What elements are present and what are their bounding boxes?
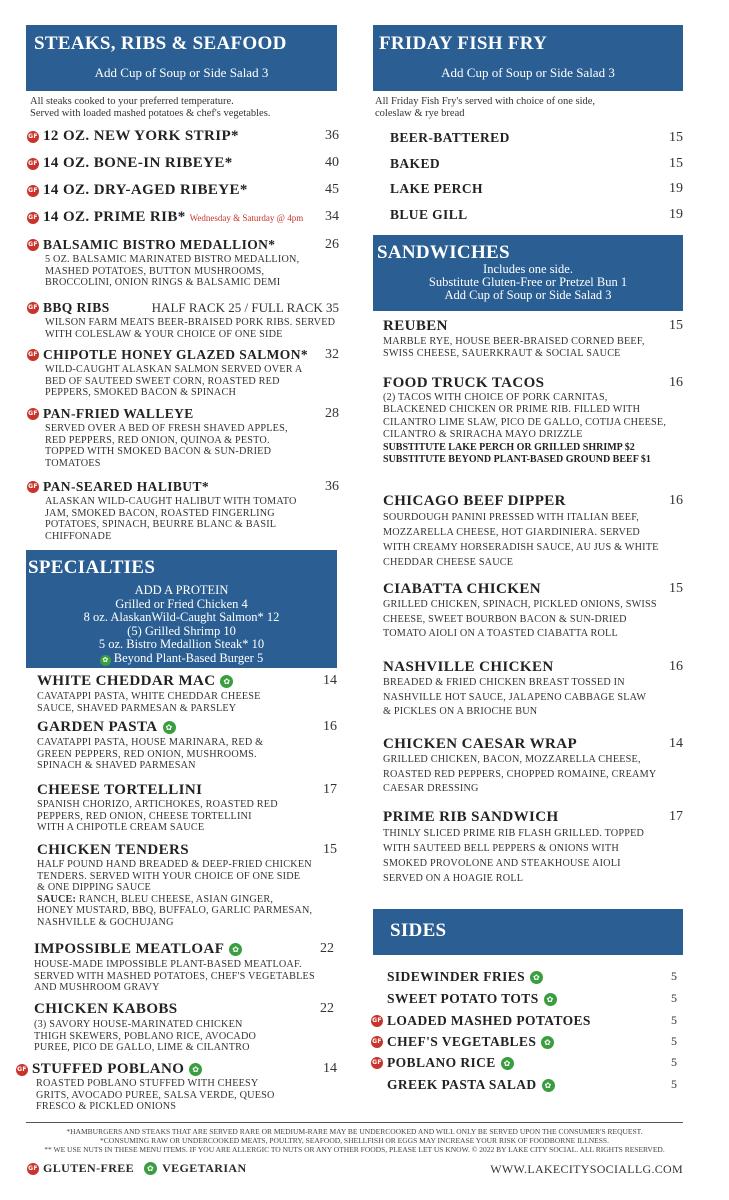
item-price: 14 xyxy=(323,673,337,688)
item-name: CHICKEN KABOBS xyxy=(34,1001,178,1017)
steaks-banner xyxy=(26,25,337,91)
gluten-free-icon: GF xyxy=(371,1015,383,1027)
item-name: BBQ RIBS xyxy=(43,300,110,315)
item-description: MARBLE RYE, HOUSE BEER-BRAISED CORNED BEEF, SWISS CHEESE, SAUERKRAUT & SOCIAL SAUCE xyxy=(383,336,645,359)
item-name: GREEK PASTA SALAD xyxy=(387,1077,537,1092)
item-description: SOURDOUGH PANINI PRESSED WITH ITALIAN BEEF, MOZZARELLA CHEESE, HOT GIARDINIERA. SERVED WITH CREAMY HORSERADISH SAUCE, AU JUS & WHITE CHEDDAR CHEESE SAUCE xyxy=(383,512,659,568)
item-description: SERVED OVER A BED OF FRESH SHAVED APPLES, RED PEPPERS, RED ONION, QUINOA & PESTO. TOPPED WITH SMOKED BACON & SUN-DRIED TOMATOES xyxy=(45,423,288,469)
gluten-free-icon: GF xyxy=(27,212,39,224)
item-price: 22 xyxy=(320,1001,334,1016)
item-price: 5 xyxy=(671,991,677,1005)
item-name: PRIME RIB SANDWICH xyxy=(383,809,559,825)
menu-item xyxy=(27,406,339,469)
vegetarian-icon: ✿ xyxy=(229,943,242,956)
item-price: 5 xyxy=(671,969,677,983)
item-name: LAKE PERCH xyxy=(390,181,483,196)
vegetarian-icon: ✿ xyxy=(100,655,111,666)
gluten-free-icon: GF xyxy=(27,481,39,493)
footer-divider xyxy=(26,1122,683,1123)
item-price: 17 xyxy=(669,809,683,824)
item-name: IMPOSSIBLE MEATLOAF xyxy=(34,941,225,957)
menu-item xyxy=(27,347,339,399)
item-name: CIABATTA CHICKEN xyxy=(383,581,541,597)
item-name: CHICAGO BEEF DIPPER xyxy=(383,493,566,509)
item-name: CHEF'S VEGETABLES xyxy=(387,1034,537,1049)
item-price: 28 xyxy=(325,406,339,421)
item-price: 26 xyxy=(325,237,339,252)
menu-item xyxy=(37,719,337,772)
fish-fry-subtitle: Add Cup of Soup or Side Salad 3 xyxy=(441,65,615,80)
vegetarian-icon: ✿ xyxy=(542,1079,555,1092)
item-name: REUBEN xyxy=(383,318,448,334)
item-price: 36 xyxy=(325,128,339,143)
item-description: BREADED & FRIED CHICKEN BREAST TOSSED IN NASHVILLE HOT SAUCE, JALAPENO CABBAGE SLAW & PICKLES ON A BRIOCHE BUN xyxy=(383,677,647,717)
gluten-free-icon: GF xyxy=(27,408,39,420)
item-description: ALASKAN WILD-CAUGHT HALIBUT WITH TOMATO JAM, SMOKED BACON, ROASTED FINGERLING POTATOES, SPINACH, BEURRE BLANC & BASIL CHIFFONADE xyxy=(45,496,297,542)
gluten-free-icon: GF xyxy=(16,1064,28,1076)
menu-item xyxy=(16,1061,337,1113)
gluten-free-icon: GF xyxy=(27,1163,39,1175)
gluten-free-icon: GF xyxy=(27,158,39,170)
item-name: 14 OZ. BONE-IN RIBEYE* xyxy=(43,155,233,171)
item-price: HALF RACK 25 / FULL RACK 35 xyxy=(151,300,339,315)
gluten-free-label: GLUTEN-FREE xyxy=(43,1161,135,1175)
item-price: 19 xyxy=(669,207,683,222)
gluten-free-icon: GF xyxy=(27,349,39,361)
item-price: 17 xyxy=(323,782,337,797)
item-price: 15 xyxy=(669,318,683,333)
menu-item xyxy=(27,155,339,172)
menu-item xyxy=(27,182,339,199)
item-price: 5 xyxy=(671,1055,677,1069)
item-price: 36 xyxy=(325,479,339,494)
item-price: 40 xyxy=(325,155,339,170)
item-name: NASHVILLE CHICKEN xyxy=(383,659,554,675)
menu-item xyxy=(383,736,683,797)
item-price: 34 xyxy=(325,209,339,224)
vegetarian-icon: ✿ xyxy=(189,1063,202,1076)
item-price: 5 xyxy=(671,1077,677,1091)
item-name: 14 OZ. DRY-AGED RIBEYE* xyxy=(43,182,248,198)
item-name: BEER-BATTERED xyxy=(390,130,510,145)
item-name: BALSAMIC BISTRO MEDALLION* xyxy=(43,237,276,252)
gluten-free-icon: GF xyxy=(27,185,39,197)
item-name: PAN-SEARED HALIBUT* xyxy=(43,479,209,494)
item-description: ROASTED POBLANO STUFFED WITH CHEESY GRITS, AVOCADO PUREE, SALSA VERDE, QUESO FRESCO & PICKLED ONIONS xyxy=(36,1078,275,1113)
menu-item xyxy=(371,1013,677,1029)
menu-item xyxy=(383,659,683,720)
item-name: PAN-FRIED WALLEYE xyxy=(43,406,194,421)
item-description: (2) TACOS WITH CHOICE OF PORK CARNITAS, BLACKENED CHICKEN OR PRIME RIB. FILLED WITH CILANTRO LIME SLAW, PICO DE GALLO, COTIJA CHEESE, CILANTRO & SRIRACHA MAYO DRIZZLE xyxy=(383,392,667,440)
gluten-free-icon: GF xyxy=(27,239,39,251)
menu-item xyxy=(390,181,683,197)
item-price: 15 xyxy=(669,130,683,145)
footer-disclaimer: *HAMBURGERS AND STEAKS THAT ARE SERVED RARE OR MEDIUM-RARE MAY BE UNDERCOOKED AND WILL ONLY BE SERVED UPON THE CONSUMER'S REQUEST. *CONSUMING RAW OR UNDERCOOKED MEATS, POULTRY, SEAFOOD, SHELLFISH OR EGGS MAY INCREASE YOUR RISK OF FOODBORNE ILLNESS. ** WE USE NUTS IN THESE MENU ITEMS. IF YOU ARE ALLERGIC TO NUTS OR ANY OTHER FOODS, PLEASE LET US KNOW. © 2022 BY LAKE CITY SOCIAL. ALL RIGHTS RESERVED. xyxy=(44,1127,665,1154)
item-name: SIDEWINDER FRIES xyxy=(387,969,526,984)
item-price: 5 xyxy=(671,1013,677,1027)
menu-item xyxy=(390,156,683,172)
item-price: 16 xyxy=(669,659,683,674)
item-price: 32 xyxy=(325,347,339,362)
menu-item xyxy=(37,842,337,929)
item-name: POBLANO RICE xyxy=(387,1055,496,1070)
menu-item xyxy=(34,941,334,994)
item-price: 15 xyxy=(323,842,337,857)
fish-fry-title: FRIDAY FISH FRY xyxy=(379,33,548,54)
item-description: SPANISH CHORIZO, ARTICHOKES, ROASTED RED PEPPERS, RED ONION, CHEESE TORTELLINI WITH A CHIPOTLE CREAM SAUCE xyxy=(37,799,278,834)
item-description: CAVATAPPI PASTA, WHITE CHEDDAR CHEESE SAUCE, SHAVED PARMESAN & PARSLEY xyxy=(37,691,261,714)
gluten-free-icon: GF xyxy=(371,1057,383,1069)
menu-item xyxy=(387,1077,677,1093)
item-price: 16 xyxy=(669,375,683,390)
steaks-title: STEAKS, RIBS & SEAFOOD xyxy=(34,33,287,54)
item-name: FOOD TRUCK TACOS xyxy=(383,375,545,391)
vegetarian-icon: ✿ xyxy=(544,993,557,1006)
item-description: GRILLED CHICKEN, BACON, MOZZARELLA CHEESE, ROASTED RED PEPPERS, CHOPPED ROMAINE, CREAMY CAESAR DRESSING xyxy=(383,754,657,794)
item-description: (3) SAVORY HOUSE-MARINATED CHICKEN THIGH SKEWERS, POBLANO RICE, AVOCADO PUREE, PICO DE GALLO, LIME & CILANTRO xyxy=(34,1019,257,1054)
sandwiches-banner xyxy=(373,235,683,311)
fish-fry-banner xyxy=(373,25,683,91)
sandwiches-subtitle: Includes one side. Substitute Gluten-Free or Pretzel Bun 1 Add Cup of Soup or Side Salad 3 xyxy=(428,262,628,302)
protein-options: ADD A PROTEIN Grilled or Fried Chicken 4 8 oz. AlaskanWild-Caught Salmon* 12 (5) Grilled Shrimp 10 5 oz. Bistro Medallion Steak* 10 ✿ Beyond Plant-Based Burger 5 xyxy=(83,583,280,665)
menu-item xyxy=(371,1055,677,1071)
menu-item xyxy=(390,130,683,146)
item-description: WILD-CAUGHT ALASKAN SALMON SERVED OVER A BED OF SAUTEED SWEET CORN, ROASTED RED PEPPERS, SMOKED BACON & SPINACH xyxy=(45,364,303,399)
menu-item xyxy=(383,375,683,466)
item-name: 12 OZ. NEW YORK STRIP* xyxy=(43,128,239,144)
menu-item xyxy=(37,673,337,714)
fish-fry-intro: All Friday Fish Fry's served with choice of one side, coleslaw & rye bread xyxy=(375,96,596,119)
item-price: 45 xyxy=(325,182,339,197)
sandwiches-title: SANDWICHES xyxy=(377,242,510,263)
menu-item xyxy=(387,991,677,1007)
menu-item xyxy=(27,237,339,289)
item-price: 15 xyxy=(669,581,683,596)
menu-item xyxy=(27,300,339,340)
item-price: 16 xyxy=(669,493,683,508)
steaks-intro: All steaks cooked to your preferred temperature. Served with loaded mashed potatoes & chef's vegetables. xyxy=(30,96,271,119)
menu-item xyxy=(37,782,337,834)
item-name: WHITE CHEDDAR MAC xyxy=(37,673,216,689)
item-name: BAKED xyxy=(390,156,441,171)
item-name: STUFFED POBLANO xyxy=(32,1061,185,1077)
item-name: CHEESE TORTELLINI xyxy=(37,782,203,798)
item-name: LOADED MASHED POTATOES xyxy=(387,1013,591,1028)
item-description: HALF POUND HAND BREADED & DEEP-FRIED CHICKEN TENDERS. SERVED WITH YOUR CHOICE OF ONE SIDE & ONE DIPPING SAUCE SAUCE: RANCH, BLEU CHEESE, ASIAN GINGER, HONEY MUSTARD, BBQ, BUFFALO, GARLIC PARMESAN, NASHVILLE & GOCHUJANG xyxy=(37,859,313,928)
vegetarian-icon: ✿ xyxy=(220,675,233,688)
website-link[interactable]: WWW.LAKECITYSOCIALLG.COM xyxy=(490,1162,683,1176)
item-price: 16 xyxy=(323,719,337,734)
item-price: 5 xyxy=(671,1034,677,1048)
specialties-banner xyxy=(26,550,337,668)
item-description: 5 OZ. BALSAMIC MARINATED BISTRO MEDALLION, MASHED POTATOES, BUTTON MUSHROOMS, BROCCOLINI, ONION RINGS & BALSAMIC DEMI xyxy=(45,254,300,289)
menu-item xyxy=(390,207,683,223)
menu-item xyxy=(27,209,339,226)
item-description: CAVATAPPI PASTA, HOUSE MARINARA, RED & GREEN PEPPERS, RED ONION, MUSHROOMS. SPINACH & SHAVED PARMESAN xyxy=(37,737,264,772)
menu-item xyxy=(383,318,683,359)
item-price: 15 xyxy=(669,156,683,171)
sides-banner xyxy=(373,909,683,955)
menu-item xyxy=(387,969,677,985)
vegetarian-icon: ✿ xyxy=(144,1162,157,1175)
sides-title: SIDES xyxy=(390,920,447,941)
gluten-free-icon: GF xyxy=(27,302,39,314)
menu-item xyxy=(371,1034,677,1050)
vegetarian-icon: ✿ xyxy=(541,1036,554,1049)
item-description: GRILLED CHICKEN, SPINACH, PICKLED ONIONS, SWISS CHEESE, SWEET BOURBON BACON & SUN-DRIED TOMATO AIOLI ON A TOASTED CIABATTA ROLL xyxy=(383,599,657,639)
vegetarian-icon: ✿ xyxy=(530,971,543,984)
item-price: 19 xyxy=(669,181,683,196)
item-name: SWEET POTATO TOTS xyxy=(387,991,539,1006)
menu-item xyxy=(27,479,339,542)
item-price: 14 xyxy=(669,736,683,751)
item-description: WILSON FARM MEATS BEER-BRAISED PORK RIBS. SERVED WITH COLESLAW & YOUR CHOICE OF ONE SIDE xyxy=(45,317,336,340)
specialties-title: SPECIALTIES xyxy=(28,557,156,578)
menu-item xyxy=(383,493,683,570)
gluten-free-icon: GF xyxy=(371,1036,383,1048)
menu-item xyxy=(34,1001,334,1054)
gluten-free-icon: GF xyxy=(27,131,39,143)
vegetarian-icon: ✿ xyxy=(163,721,176,734)
vegetarian-label: VEGETARIAN xyxy=(162,1161,247,1175)
item-name: CHICKEN CAESAR WRAP xyxy=(383,736,578,752)
menu-item xyxy=(383,581,683,642)
legend xyxy=(27,1161,247,1176)
item-name: CHIPOTLE HONEY GLAZED SALMON* xyxy=(43,347,309,362)
substitution-note: SUBSTITUTE LAKE PERCH OR GRILLED SHRIMP $2 xyxy=(383,442,635,454)
menu-item xyxy=(383,809,683,886)
menu-item xyxy=(27,128,339,145)
steaks-subtitle: Add Cup of Soup or Side Salad 3 xyxy=(94,65,269,80)
vegetarian-icon: ✿ xyxy=(501,1057,514,1070)
item-description: HOUSE-MADE IMPOSSIBLE PLANT-BASED MEATLOAF. SERVED WITH MASHED POTATOES, CHEF'S VEGETABLES AND MUSHROOM GRAVY xyxy=(34,959,315,994)
substitution-note: SUBSTITUTE BEYOND PLANT-BASED GROUND BEEF $1 xyxy=(383,454,651,466)
item-name: CHICKEN TENDERS xyxy=(37,842,190,858)
item-name: GARDEN PASTA xyxy=(37,719,158,735)
item-description: THINLY SLICED PRIME RIB FLASH GRILLED. TOPPED WITH SAUTEED BELL PEPPERS & ONIONS WITH SMOKED PROVOLONE AND STEAKHOUSE AIOLI SERVED ON A HOAGIE ROLL xyxy=(383,828,645,884)
item-name: BLUE GILL xyxy=(390,207,468,222)
item-price: 14 xyxy=(323,1061,337,1076)
item-name: 14 OZ. PRIME RIB* xyxy=(43,209,186,225)
item-price: 22 xyxy=(320,941,334,956)
item-note: Wednesday & Saturday @ 4pm xyxy=(189,212,304,223)
